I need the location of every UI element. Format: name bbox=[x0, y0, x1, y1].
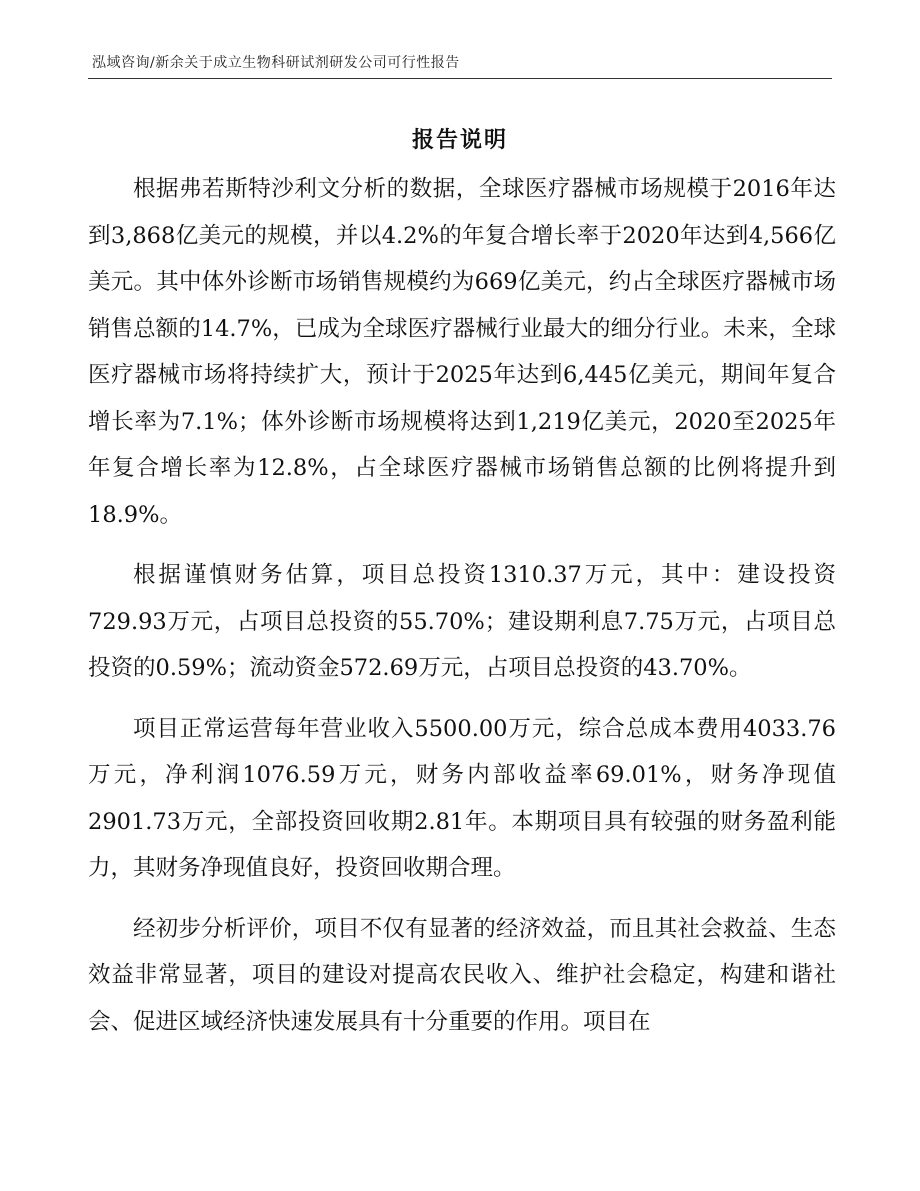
paragraph-market-overview: 根据弗若斯特沙利文分析的数据，全球医疗器械市场规模于2016年达到3,868亿美元的规模，并以4.2%的年复合增长率于2020年达到4,566亿美元。其中体外诊断市场销售规模约为669亿美元，约占全球医疗器械市场销售总额的14.7%，已成为全球医疗器械行业最大的细分行业。未来，全球医疗器械市场将持续扩大，预计于2025年达到6,445亿美元，期间年复合增长率为7.1%；体外诊断市场规模将达到1,219亿美元，2020至2025年年复合增长率为12.8%，占全球医疗器械市场销售总额的比例将提升到18.9%。 bbox=[88, 176, 836, 528]
paragraph-investment-estimate: 根据谨慎财务估算，项目总投资1310.37万元，其中：建设投资729.93万元，占项目总投资的55.70%；建设期利息7.75万元，占项目总投资的0.59%；流动资金572.69万元，占项目总投资的43.70%。 bbox=[88, 562, 836, 681]
paragraph-financial-returns: 项目正常运营每年营业收入5500.00万元，综合总成本费用4033.76万元，净利润1076.59万元，财务内部收益率69.01%，财务净现值2901.73万元，全部投资回收期2.81年。本期项目具有较强的财务盈利能力，其财务净现值良好，投资回收期合理。 bbox=[88, 715, 836, 881]
running-header: 泓域咨询/新余关于成立生物科研试剂研发公司可行性报告 bbox=[92, 55, 460, 71]
body-text bbox=[88, 166, 836, 1059]
paragraph-social-benefits: 经初步分析评价，项目不仅有显著的经济效益，而且其社会救益、生态效益非常显著，项目的建设对提高农民收入、维护社会稳定，构建和谐社会、促进区域经济快速发展具有十分重要的作用。项目在 bbox=[88, 915, 836, 1035]
header-divider bbox=[88, 78, 832, 79]
section-title: 报告说明 bbox=[411, 127, 508, 153]
